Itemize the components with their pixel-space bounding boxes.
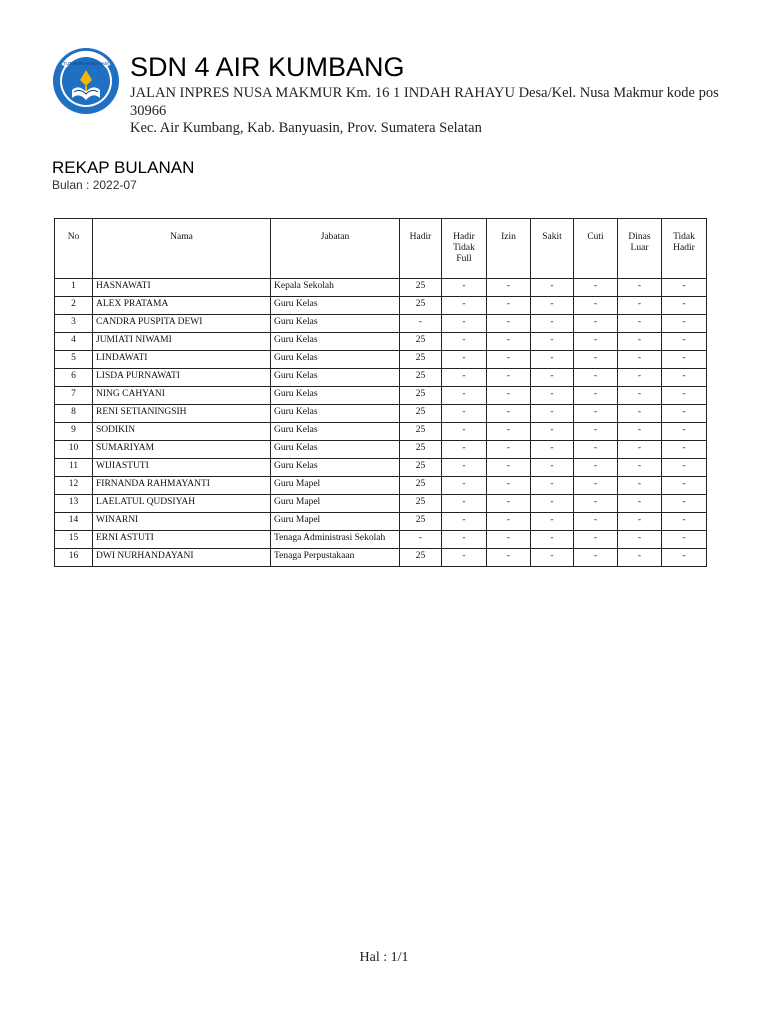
cell-hadir: 25 xyxy=(400,387,442,405)
letterhead xyxy=(50,44,720,144)
header-no: No xyxy=(55,219,93,279)
cell-jabatan: Guru Mapel xyxy=(271,495,400,513)
cell-no: 9 xyxy=(55,423,93,441)
table-row xyxy=(55,477,707,495)
cell-tidak-hadir: - xyxy=(662,549,707,567)
cell-hadir-tidak-full: - xyxy=(442,531,487,549)
cell-no: 12 xyxy=(55,477,93,495)
attendance-table xyxy=(54,218,707,567)
cell-dinas-luar: - xyxy=(618,531,662,549)
period-label: Bulan : xyxy=(52,178,93,192)
logo-text: TUT WURI HANDAYANI xyxy=(63,61,109,66)
header-sakit: Sakit xyxy=(531,219,574,279)
table-header-row xyxy=(55,219,707,279)
cell-cuti: - xyxy=(574,441,618,459)
cell-izin: - xyxy=(487,279,531,297)
cell-dinas-luar: - xyxy=(618,333,662,351)
cell-no: 10 xyxy=(55,441,93,459)
cell-no: 11 xyxy=(55,459,93,477)
cell-hadir-tidak-full: - xyxy=(442,477,487,495)
cell-sakit: - xyxy=(531,441,574,459)
cell-cuti: - xyxy=(574,423,618,441)
cell-dinas-luar: - xyxy=(618,513,662,531)
cell-sakit: - xyxy=(531,315,574,333)
cell-hadir-tidak-full: - xyxy=(442,351,487,369)
cell-nama: LISDA PURNAWATI xyxy=(93,369,271,387)
cell-dinas-luar: - xyxy=(618,297,662,315)
header-dinas-luar: Dinas Luar xyxy=(618,219,662,279)
table-row xyxy=(55,315,707,333)
cell-izin: - xyxy=(487,297,531,315)
cell-no: 14 xyxy=(55,513,93,531)
cell-hadir-tidak-full: - xyxy=(442,315,487,333)
cell-nama: RENI SETIANINGSIH xyxy=(93,405,271,423)
header-jabatan: Jabatan xyxy=(271,219,400,279)
cell-cuti: - xyxy=(574,531,618,549)
table-row xyxy=(55,459,707,477)
table-body xyxy=(55,279,707,567)
cell-hadir: 25 xyxy=(400,441,442,459)
cell-sakit: - xyxy=(531,351,574,369)
cell-dinas-luar: - xyxy=(618,477,662,495)
cell-jabatan: Guru Kelas xyxy=(271,459,400,477)
header-izin: Izin xyxy=(487,219,531,279)
cell-hadir: 25 xyxy=(400,513,442,531)
cell-hadir-tidak-full: - xyxy=(442,495,487,513)
cell-hadir: 25 xyxy=(400,495,442,513)
cell-jabatan: Guru Kelas xyxy=(271,441,400,459)
cell-nama: LINDAWATI xyxy=(93,351,271,369)
cell-dinas-luar: - xyxy=(618,279,662,297)
cell-hadir-tidak-full: - xyxy=(442,369,487,387)
cell-dinas-luar: - xyxy=(618,495,662,513)
cell-tidak-hadir: - xyxy=(662,351,707,369)
cell-jabatan: Kepala Sekolah xyxy=(271,279,400,297)
cell-jabatan: Guru Kelas xyxy=(271,297,400,315)
cell-cuti: - xyxy=(574,387,618,405)
cell-tidak-hadir: - xyxy=(662,495,707,513)
table-row xyxy=(55,351,707,369)
cell-no: 2 xyxy=(55,297,93,315)
cell-nama: CANDRA PUSPITA DEWI xyxy=(93,315,271,333)
cell-dinas-luar: - xyxy=(618,549,662,567)
cell-izin: - xyxy=(487,477,531,495)
cell-hadir-tidak-full: - xyxy=(442,513,487,531)
cell-sakit: - xyxy=(531,549,574,567)
cell-hadir: 25 xyxy=(400,279,442,297)
page-number: Hal : 1/1 xyxy=(359,950,409,965)
header-hadir: Hadir xyxy=(400,219,442,279)
cell-hadir-tidak-full: - xyxy=(442,423,487,441)
table-row xyxy=(55,531,707,549)
cell-no: 5 xyxy=(55,351,93,369)
cell-dinas-luar: - xyxy=(618,387,662,405)
cell-no: 16 xyxy=(55,549,93,567)
cell-tidak-hadir: - xyxy=(662,387,707,405)
cell-no: 15 xyxy=(55,531,93,549)
cell-tidak-hadir: - xyxy=(662,459,707,477)
cell-izin: - xyxy=(487,423,531,441)
cell-hadir: 25 xyxy=(400,423,442,441)
cell-no: 1 xyxy=(55,279,93,297)
cell-jabatan: Guru Kelas xyxy=(271,315,400,333)
cell-sakit: - xyxy=(531,495,574,513)
cell-cuti: - xyxy=(574,297,618,315)
cell-izin: - xyxy=(487,351,531,369)
cell-izin: - xyxy=(487,459,531,477)
school-address: JALAN INPRES NUSA MAKMUR Km. 16 1 INDAH RAHAYU Desa/Kel. Nusa Makmur kode pos 30966 xyxy=(130,85,719,119)
cell-no: 3 xyxy=(55,315,93,333)
cell-cuti: - xyxy=(574,279,618,297)
table-row xyxy=(55,549,707,567)
cell-jabatan: Guru Mapel xyxy=(271,477,400,495)
cell-hadir: 25 xyxy=(400,459,442,477)
cell-hadir: 25 xyxy=(400,333,442,351)
table-row xyxy=(55,333,707,351)
table-row xyxy=(55,369,707,387)
cell-hadir: - xyxy=(400,315,442,333)
cell-dinas-luar: - xyxy=(618,405,662,423)
cell-tidak-hadir: - xyxy=(662,441,707,459)
report-period xyxy=(52,178,137,192)
cell-tidak-hadir: - xyxy=(662,333,707,351)
cell-no: 6 xyxy=(55,369,93,387)
cell-sakit: - xyxy=(531,459,574,477)
cell-izin: - xyxy=(487,405,531,423)
cell-cuti: - xyxy=(574,351,618,369)
school-district: Kec. Air Kumbang, Kab. Banyuasin, Prov. Sumatera Selatan xyxy=(130,120,482,136)
cell-sakit: - xyxy=(531,369,574,387)
cell-izin: - xyxy=(487,333,531,351)
cell-hadir: 25 xyxy=(400,549,442,567)
cell-sakit: - xyxy=(531,423,574,441)
cell-nama: FIRNANDA RAHMAYANTI xyxy=(93,477,271,495)
cell-no: 13 xyxy=(55,495,93,513)
cell-sakit: - xyxy=(531,531,574,549)
header-cuti: Cuti xyxy=(574,219,618,279)
cell-dinas-luar: - xyxy=(618,369,662,387)
cell-izin: - xyxy=(487,315,531,333)
cell-jabatan: Guru Kelas xyxy=(271,405,400,423)
cell-tidak-hadir: - xyxy=(662,279,707,297)
cell-izin: - xyxy=(487,531,531,549)
cell-hadir: 25 xyxy=(400,369,442,387)
cell-izin: - xyxy=(487,495,531,513)
table-row xyxy=(55,405,707,423)
cell-jabatan: Guru Kelas xyxy=(271,369,400,387)
cell-dinas-luar: - xyxy=(618,459,662,477)
cell-nama: ERNI ASTUTI xyxy=(93,531,271,549)
cell-tidak-hadir: - xyxy=(662,405,707,423)
header-nama: Nama xyxy=(93,219,271,279)
cell-nama: SODIKIN xyxy=(93,423,271,441)
cell-dinas-luar: - xyxy=(618,315,662,333)
cell-cuti: - xyxy=(574,459,618,477)
cell-hadir-tidak-full: - xyxy=(442,405,487,423)
cell-jabatan: Tenaga Perpustakaan xyxy=(271,549,400,567)
cell-dinas-luar: - xyxy=(618,423,662,441)
cell-jabatan: Guru Kelas xyxy=(271,333,400,351)
cell-cuti: - xyxy=(574,369,618,387)
table-row xyxy=(55,423,707,441)
table-row xyxy=(55,387,707,405)
header-hadir-tidak-full: Hadir Tidak Full xyxy=(442,219,487,279)
cell-hadir-tidak-full: - xyxy=(442,441,487,459)
tut-wuri-handayani-logo-icon xyxy=(50,46,122,116)
cell-cuti: - xyxy=(574,513,618,531)
cell-tidak-hadir: - xyxy=(662,477,707,495)
cell-nama: SUMARIYAM xyxy=(93,441,271,459)
cell-nama: JUMIATI NIWAMI xyxy=(93,333,271,351)
header-tidak-hadir: Tidak Hadir xyxy=(662,219,707,279)
cell-nama: ALEX PRATAMA xyxy=(93,297,271,315)
cell-nama: LAELATUL QUDSIYAH xyxy=(93,495,271,513)
report-title: REKAP BULANAN xyxy=(52,158,195,177)
table-row xyxy=(55,513,707,531)
cell-sakit: - xyxy=(531,387,574,405)
cell-nama: HASNAWATI xyxy=(93,279,271,297)
cell-izin: - xyxy=(487,387,531,405)
cell-hadir-tidak-full: - xyxy=(442,387,487,405)
cell-jabatan: Guru Mapel xyxy=(271,513,400,531)
cell-hadir: 25 xyxy=(400,351,442,369)
table-row xyxy=(55,495,707,513)
cell-dinas-luar: - xyxy=(618,351,662,369)
cell-hadir-tidak-full: - xyxy=(442,297,487,315)
cell-nama: WINARNI xyxy=(93,513,271,531)
cell-jabatan: Guru Kelas xyxy=(271,351,400,369)
school-name: SDN 4 AIR KUMBANG xyxy=(130,52,405,82)
cell-hadir: - xyxy=(400,531,442,549)
cell-sakit: - xyxy=(531,297,574,315)
cell-tidak-hadir: - xyxy=(662,513,707,531)
cell-tidak-hadir: - xyxy=(662,369,707,387)
cell-cuti: - xyxy=(574,315,618,333)
cell-jabatan: Tenaga Administrasi Sekolah xyxy=(271,531,400,549)
cell-nama: NING CAHYANI xyxy=(93,387,271,405)
cell-tidak-hadir: - xyxy=(662,297,707,315)
cell-cuti: - xyxy=(574,405,618,423)
cell-sakit: - xyxy=(531,513,574,531)
cell-sakit: - xyxy=(531,279,574,297)
cell-no: 8 xyxy=(55,405,93,423)
cell-sakit: - xyxy=(531,405,574,423)
cell-nama: WIJIASTUTI xyxy=(93,459,271,477)
cell-jabatan: Guru Kelas xyxy=(271,423,400,441)
cell-dinas-luar: - xyxy=(618,441,662,459)
cell-tidak-hadir: - xyxy=(662,423,707,441)
cell-sakit: - xyxy=(531,333,574,351)
cell-izin: - xyxy=(487,369,531,387)
table-row xyxy=(55,279,707,297)
cell-izin: - xyxy=(487,441,531,459)
cell-hadir: 25 xyxy=(400,405,442,423)
table-row xyxy=(55,297,707,315)
table-row xyxy=(55,441,707,459)
cell-hadir: 25 xyxy=(400,477,442,495)
cell-izin: - xyxy=(487,549,531,567)
cell-no: 4 xyxy=(55,333,93,351)
cell-cuti: - xyxy=(574,495,618,513)
cell-sakit: - xyxy=(531,477,574,495)
cell-jabatan: Guru Kelas xyxy=(271,387,400,405)
period-value: 2022-07 xyxy=(92,178,137,192)
cell-cuti: - xyxy=(574,477,618,495)
cell-cuti: - xyxy=(574,333,618,351)
cell-hadir-tidak-full: - xyxy=(442,549,487,567)
cell-nama: DWI NURHANDAYANI xyxy=(93,549,271,567)
cell-izin: - xyxy=(487,513,531,531)
cell-tidak-hadir: - xyxy=(662,315,707,333)
cell-hadir-tidak-full: - xyxy=(442,279,487,297)
cell-no: 7 xyxy=(55,387,93,405)
cell-hadir-tidak-full: - xyxy=(442,459,487,477)
cell-cuti: - xyxy=(574,549,618,567)
cell-hadir: 25 xyxy=(400,297,442,315)
cell-tidak-hadir: - xyxy=(662,531,707,549)
cell-hadir-tidak-full: - xyxy=(442,333,487,351)
